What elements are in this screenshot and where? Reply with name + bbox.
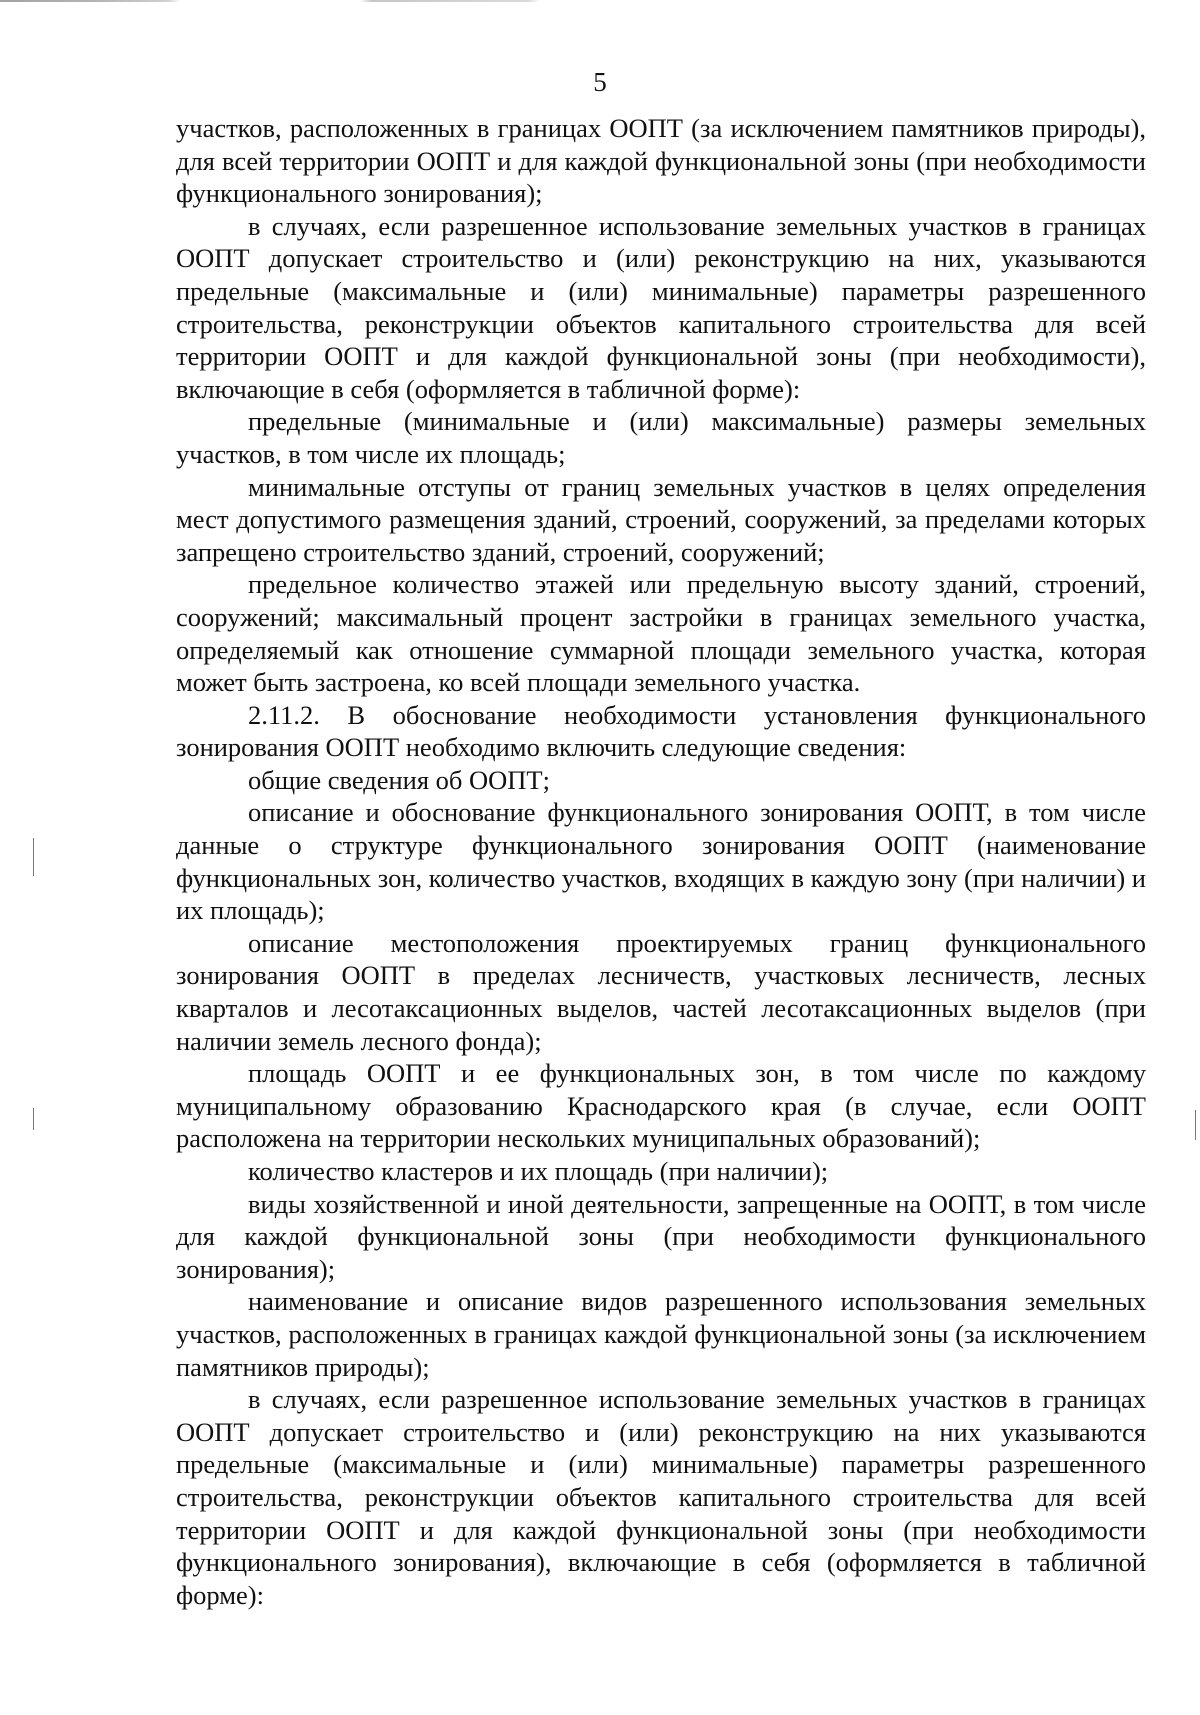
paragraph: в случаях, если разрешенное использование земельных участков в границах ООПТ допускает строительство и (или) реконструкцию на них указываются предельные (максимальные и (или) минимальные) параметры разрешенного строительства, реконструкции объектов капитального строительства для всей территории ООПТ и для каждой функциональной зоны (при необходимости функционального зонирования), включающие в себя (оформляется в табличной форме): — [176, 1384, 1146, 1610]
paragraph: 2.11.2. В обоснование необходимости установления функционального зонирования ООПТ необходимо включить следующие сведения: — [176, 699, 1146, 763]
paragraph: общие сведения об ООПТ; — [248, 764, 550, 795]
scan-margin-artifact — [1195, 1110, 1196, 1140]
paragraph: минимальные отступы от границ земельных участков в целях определения мест допустимого размещения зданий, строений, сооружений, за пределами которых запрещено строительство зданий, строений, сооружений; — [176, 471, 1146, 567]
page-number: 5 — [593, 67, 607, 97]
paragraph: площадь ООПТ и ее функциональных зон, в том числе по каждому муниципальному образованию Краснодарского края (в случае, если ООПТ расположена на территории нескольких муниципальных образований); — [176, 1058, 1146, 1154]
paragraph: в случаях, если разрешенное использование земельных участков в границах ООПТ допускает строительство и (или) реконструкцию на них, указываются предельные (максимальные и (или) минимальные) параметры разрешенного строительства, реконструкции объектов капитального строительства для всей территории ООПТ и для каждой функциональной зоны (при необходимости), включающие в себя (оформляется в табличной форме): — [176, 210, 1146, 404]
paragraph: виды хозяйственной и иной деятельности, запрещенные на ООПТ, в том числе для каждой функциональной зоны (при необходимости функционального зонирования); — [176, 1188, 1146, 1284]
paragraph: предельные (минимальные и (или) максимальные) размеры земельных участков, в том числе их площадь; — [176, 406, 1146, 469]
paragraph: участков, расположенных в границах ООПТ (за исключением памятников природы), для всей территории ООПТ и для каждой функциональной зоны (при необходимости функционального зонирования); — [176, 113, 1146, 209]
scan-margin-artifact — [33, 1108, 34, 1130]
scan-edge-artifact — [0, 0, 1200, 2]
scan-margin-artifact — [33, 838, 34, 876]
paragraph: предельное количество этажей или предельную высоту зданий, строений, сооружений; максимальный процент застройки в границах земельного участка, определяемый как отношение суммарной площади земельного участка, которая может быть застроена, ко всей площади земельного участка. — [176, 569, 1146, 698]
paragraph: описание местоположения проектируемых границ функционального зонирования ООПТ в пределах лесничеств, участковых лесничеств, лесных кварталов и лесотаксационных выделов, частей лесотаксационных выделов (при наличии земель лесного фонда); — [176, 927, 1146, 1056]
paragraph: наименование и описание видов разрешенного использования земельных участков, расположенных в границах каждой функциональной зоны (за исключением памятников природы); — [176, 1286, 1146, 1382]
paragraph: количество кластеров и их площадь (при наличии); — [248, 1156, 829, 1186]
document-body — [176, 112, 1146, 1611]
paragraph: описание и обоснование функционального зонирования ООПТ, в том числе данные о структуре функционального зонирования ООПТ (наименование функциональных зон, количество участков, входящих в каждую зону (при наличии) и их площадь); — [176, 797, 1146, 926]
